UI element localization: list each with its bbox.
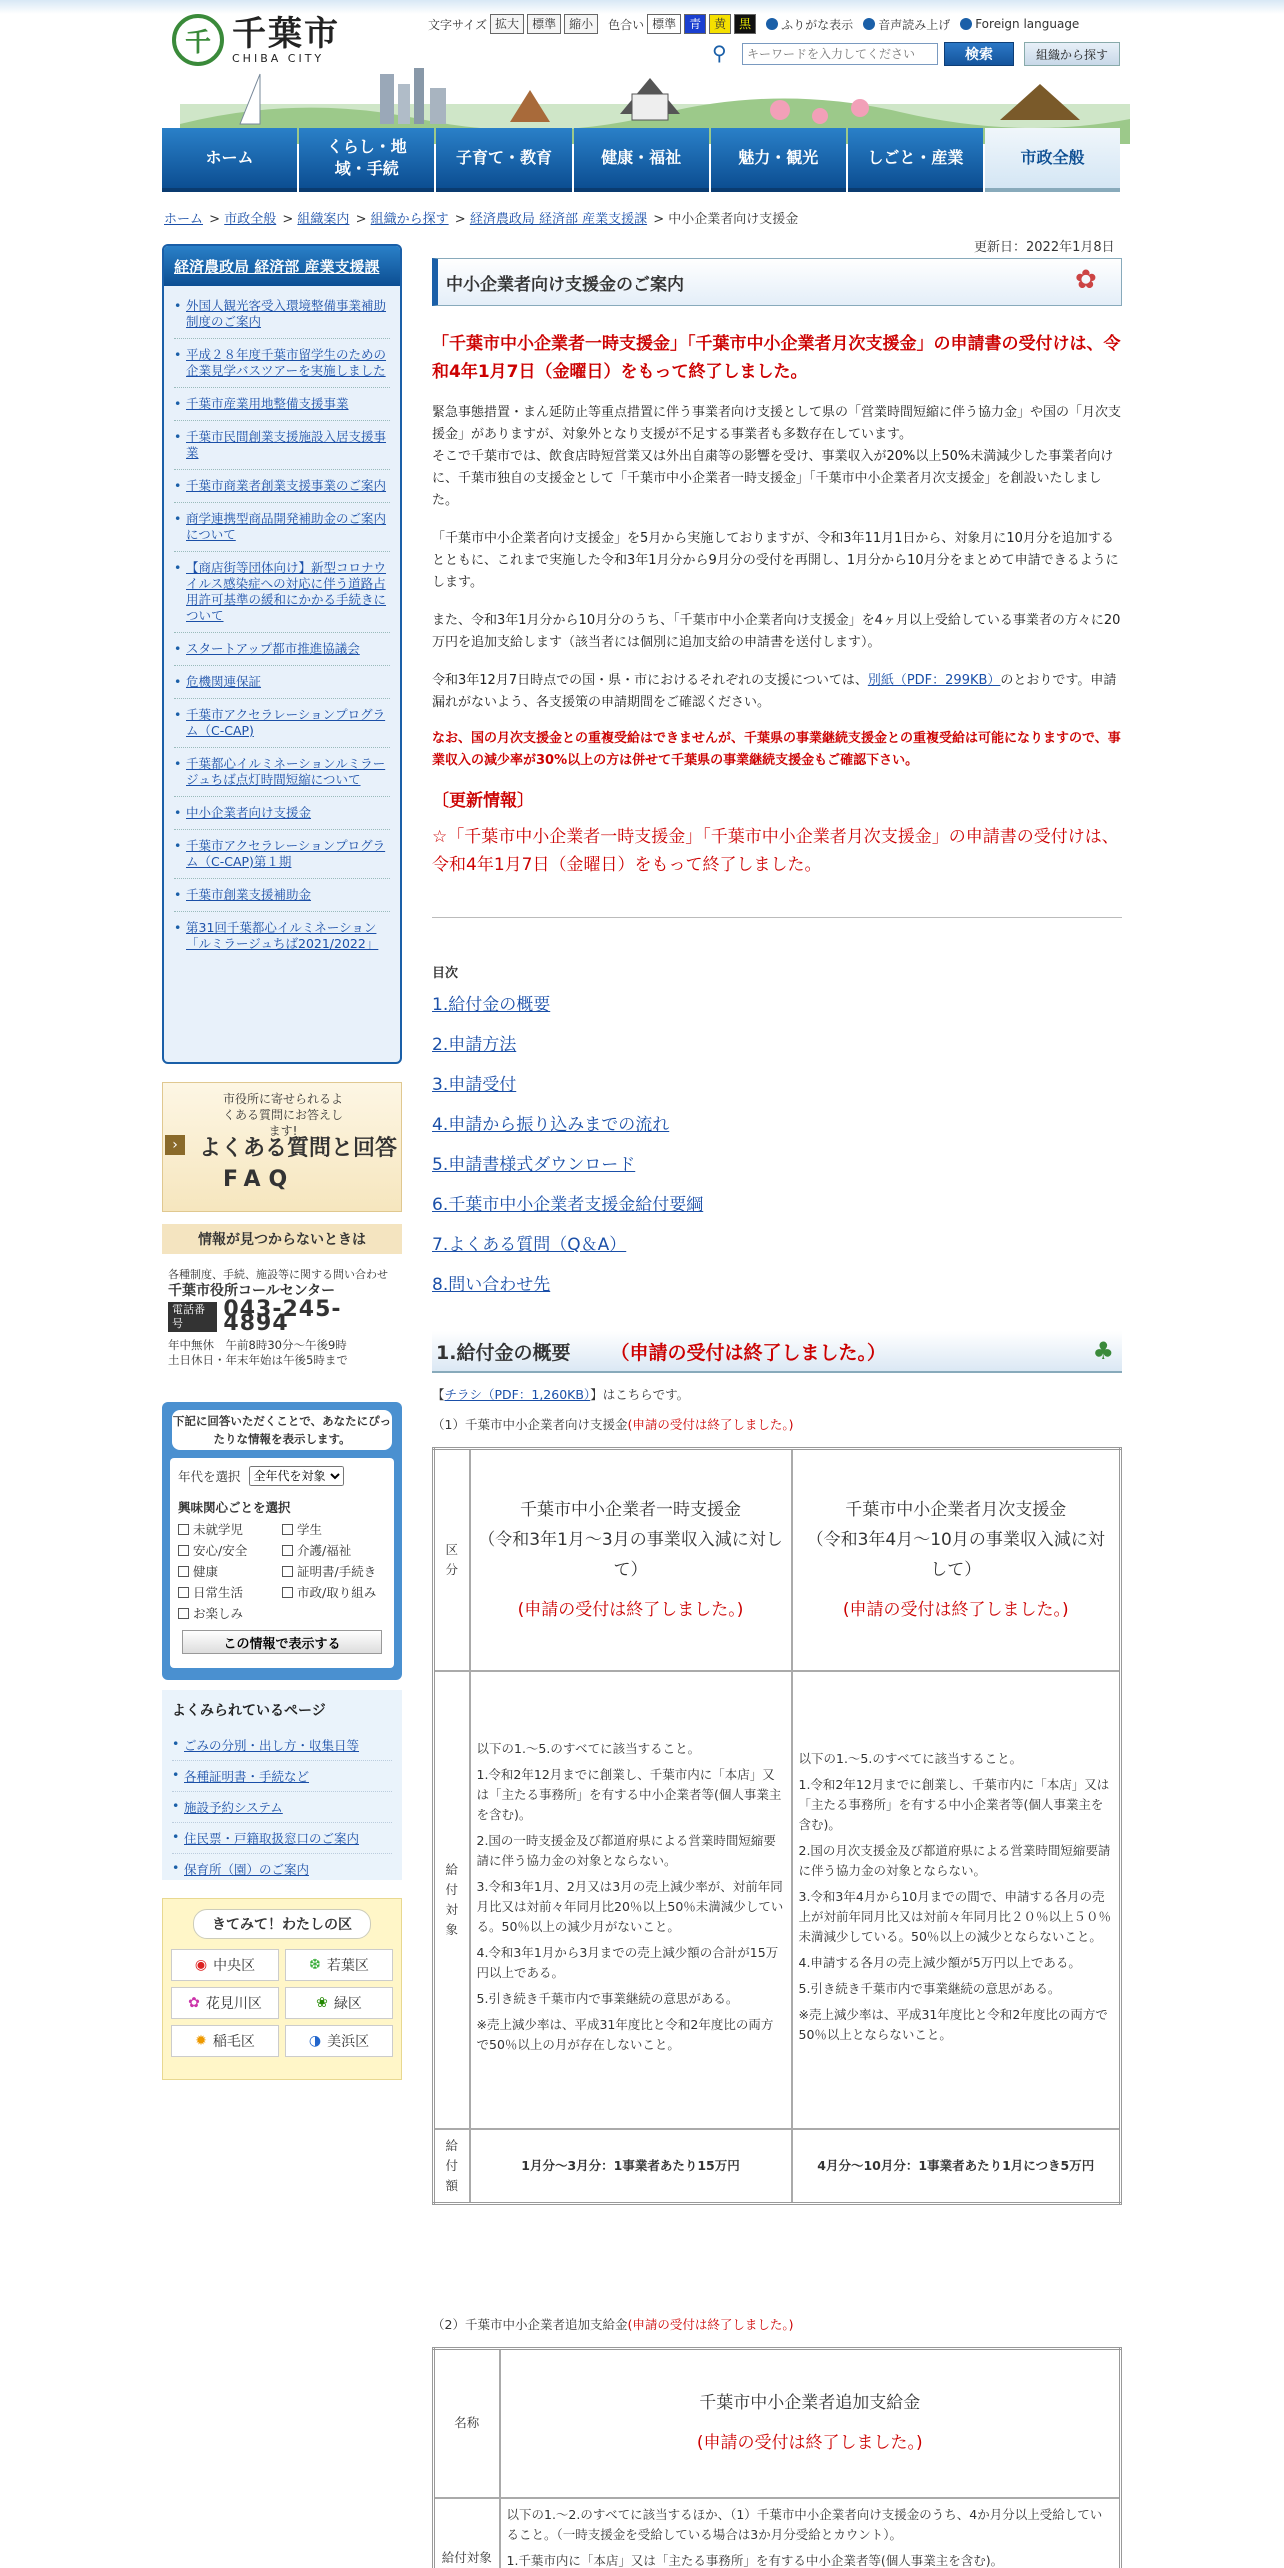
sidebar-section-nav	[162, 244, 402, 1064]
city-logo[interactable]	[172, 14, 340, 66]
ward-chuo[interactable]: ◉ 中央区	[171, 1949, 279, 1981]
col-subtitle: （令和3年1月～3月の事業収入減に対して）	[478, 1529, 783, 1580]
read-aloud-link[interactable]: 音声読み上げ	[863, 16, 950, 33]
divider	[432, 917, 1122, 918]
sidebar-item[interactable]: • 千葉市創業支援補助金	[174, 879, 390, 912]
font-standard-button[interactable]: 標準	[527, 14, 561, 34]
color-label: 色合い	[608, 17, 645, 32]
row-label: 名称	[434, 2348, 500, 2498]
attachment-link[interactable]: 別紙（PDF：299KB）	[867, 673, 1001, 688]
chevron-right-icon: ›	[165, 1135, 185, 1155]
intro-paragraph: 緊急事態措置・まん延防止等重点措置に伴う事業者向け支援として県の「営業時間短縮に伴う協力金」や国の「月次支援金」がありますが、対象外となり支援が不足する事業者も多数存在しています。 そこで千葉市では、飲食店時短営業又は外出自粛等の影響を受け、事業収入が20%以上50%未満減少した事業者向けに、千葉市独自の支援金として「千葉市中小企業者一時支援金」「千葉市中小企業者月次支援金」を創設いたしました。	[432, 405, 1122, 508]
sidebar-item[interactable]: • 千葉市アクセラレーションプログラム（C-CAP)	[174, 699, 390, 748]
color-standard-button[interactable]: 標準	[647, 14, 681, 34]
phone-number: 043-245-4894	[223, 1297, 342, 1336]
amount-col1: 1月分～3月分：1事業者あたり15万円	[470, 2129, 792, 2204]
arrow-circle-icon	[766, 18, 778, 30]
ward-hanamigawa[interactable]: ✿ 花見川区	[171, 1987, 279, 2019]
popular-pages	[162, 1690, 402, 1880]
toc-link[interactable]: 6.千葉市中小企業者支援金給付要綱	[432, 1195, 704, 1215]
subsection-2: （2）千葉市中小企業者追加支給金(申請の受付は終了しました。)	[432, 2316, 794, 2332]
font-size-label: 文字サイズ	[428, 17, 488, 32]
arrow-circle-icon	[960, 18, 972, 30]
breadcrumb-link[interactable]: ホーム	[164, 212, 204, 227]
interest-checkbox[interactable]: 学生	[282, 1520, 386, 1538]
row-label: 区分	[434, 1449, 470, 1671]
sidebar-title[interactable]: 経済農政局 経済部 産業支援課	[164, 246, 400, 286]
font-enlarge-button[interactable]: 拡大	[490, 14, 524, 34]
interest-checkbox[interactable]: 未就学児	[178, 1520, 282, 1538]
paragraph-3: また、令和3年1月分から10月分のうち、「千葉市中小企業者向け支援金」を4ヶ月以上受給している事業者の方々に20万円を追加支給します（該当者には個別に追加支給の申請書を送付します）。	[432, 613, 1121, 650]
toc-link[interactable]: 7.よくある質問（Q＆A）	[432, 1235, 627, 1255]
page-title: 中小企業者向け支援金のご案内 ✿	[432, 258, 1122, 306]
global-nav	[162, 128, 1122, 192]
interest-checkbox[interactable]: お楽しみ	[178, 1604, 282, 1622]
lotus-icon: ✿	[1075, 265, 1097, 295]
eligibility: 以下の1.～2.のすべてに該当するほか、（1）千葉市中小企業者向け支援金のうち、4か月分以上受給していること。（一時支援金を受給している場合は3か月分受給とカウント）。 1.千葉市内に「本店」又は「主たる事務所」を有する中小企業者等(個人事業主を含む)。	[500, 2498, 1121, 2568]
nav-home[interactable]: ホーム	[162, 128, 297, 192]
sidebar-item[interactable]: • 千葉市アクセラレーションプログラム（C-CAP)第１期	[174, 830, 390, 879]
support-table	[432, 1447, 1122, 2205]
popular-item[interactable]: • 各種証明書・手続など	[172, 1761, 392, 1792]
updated-date: 更新日：2022年1月8日	[974, 240, 1115, 255]
ward-mark-icon: ❀	[316, 1995, 328, 2011]
search-icon: ⚲	[712, 41, 727, 65]
sidebar-item[interactable]: • 平成２８年度千葉市留学生のための企業見学バスツアーを実施しました	[174, 339, 390, 388]
nav-childcare[interactable]: 子育て・教育	[436, 128, 571, 192]
sidebar-item[interactable]: • 千葉市民間創業支援施設入居支援事業	[174, 421, 390, 470]
accessibility-tools	[428, 14, 1079, 34]
faq-title: よくある質問と回答	[199, 1136, 398, 1161]
flyer-note: 【チラシ（PDF：1,260KB）】はこちらです。	[432, 1387, 690, 1402]
toc-link[interactable]: 5.申請書様式ダウンロード	[432, 1155, 636, 1175]
row-label: 給付対象	[434, 1671, 470, 2129]
nav-tourism[interactable]: 魅力・観光	[711, 128, 846, 192]
interest-label: 興味関心ごとを選択	[178, 1500, 291, 1515]
popular-item[interactable]: • 住民票・戸籍取扱窓口のご案内	[172, 1823, 392, 1854]
interest-checkbox[interactable]: 日常生活	[178, 1583, 282, 1601]
ward-mark-icon: ✿	[188, 1995, 200, 2011]
not-found-heading: 情報が見つからないときは	[162, 1224, 402, 1254]
faq-banner[interactable]	[162, 1082, 402, 1212]
call-hours: 年中無休 午前8時30分～午後9時	[168, 1338, 347, 1352]
col-title: 千葉市中小企業者追加支給金	[699, 2393, 921, 2414]
popular-title: よくみられているページ	[172, 1703, 326, 1719]
logo-text: 千葉市	[232, 13, 340, 54]
breadcrumb-link[interactable]: 市政全般	[224, 212, 277, 227]
search-input[interactable]	[742, 43, 938, 65]
nav-city-government[interactable]: 市政全般	[985, 128, 1120, 192]
org-search-button[interactable]: 組織から探す	[1024, 42, 1120, 66]
font-shrink-button[interactable]: 縮小	[564, 14, 598, 34]
row-label: 給付額	[434, 2129, 470, 2204]
popular-item[interactable]: • 施設予約システム	[172, 1792, 392, 1823]
search-button[interactable]: 検索	[944, 42, 1014, 66]
section-heading: 1.給付金の概要 （申請の受付は終了しました。） ♣	[432, 1331, 1122, 1373]
col-subtitle: （令和3年4月～10月の事業収入減に対して）	[806, 1529, 1105, 1580]
faq-caption: 市役所に寄せられるよくある質問にお答えします!	[223, 1092, 344, 1138]
logo-text-en: CHIBA CITY	[232, 51, 325, 65]
subsection-1: （1）千葉市中小企業者向け支援金(申請の受付は終了しました。)	[432, 1417, 794, 1432]
additional-table	[432, 2347, 1122, 2568]
closed-notice: (申請の受付は終了しました。)	[842, 1599, 1069, 1620]
age-select[interactable]	[249, 1466, 344, 1486]
breadcrumb-link[interactable]: 組織案内	[297, 212, 350, 227]
interest-checkbox[interactable]: 安心/安全	[178, 1541, 282, 1559]
ward-mark-icon: ◑	[308, 2033, 322, 2049]
sidebar-item[interactable]: • 千葉市商業者創業支援事業のご案内	[174, 470, 390, 503]
toc-link[interactable]: 4.申請から振り込みまでの流れ	[432, 1115, 670, 1135]
call-center-banner[interactable]	[162, 1262, 402, 1386]
ward-inage[interactable]: ✹ 稲毛区	[171, 2025, 279, 2057]
sidebar-list	[164, 286, 400, 964]
breadcrumb-link[interactable]: 経済農政局 経済部 産業支援課	[469, 212, 648, 227]
foreign-language-link[interactable]: Foreign language	[960, 17, 1079, 31]
ward-mihama[interactable]: ◑ 美浜区	[285, 2025, 393, 2057]
interest-checkbox[interactable]: 証明書/手続き	[282, 1562, 386, 1580]
wards-panel	[162, 1898, 402, 2080]
sidebar-item[interactable]: • 危機関連保証	[174, 666, 390, 699]
eligibility-col1: 以下の1.～5.のすべてに該当すること。 1.令和2年12月までに創業し、千葉市内に「本店」又は「主たる事務所」を有する中小企業者等(個人事業主を含む)。 2.国の一時支援金及び都道府県による営業時間短縮要請に伴う協力金の対象とならない。 3.令和3年1月、2月又は3月の売上減少率が、対前年同月比又は対前々年同月比20％以上50％未満減少している。50％以上の減少月がないこと。 4.令和3年1月から3月までの売上減少額の合計が15万円以上である。 5.引き続き千葉市内で事業継続の意思がある。 ※売上減少率は、平成31年度比と令和2年度比の両方で50％以上の月が存在しないこと。	[470, 1671, 792, 2129]
wards-title: きてみて！わたしの区	[193, 1909, 371, 1939]
personalize-panel	[162, 1402, 402, 1680]
furigana-link[interactable]: ふりがな表示	[766, 16, 853, 33]
ward-wakaba[interactable]: ❆ 若葉区	[285, 1949, 393, 1981]
arrow-circle-icon	[863, 18, 875, 30]
toc-link[interactable]: 1.給付金の概要	[432, 995, 551, 1015]
ward-midori[interactable]: ❀ 緑区	[285, 1987, 393, 2019]
red-notice: なお、国の月次支援金との重複受給はできませんが、千葉県の事業継続支援金との重複受給は可能になりますので、事業収入の減少率が30%以上の方は併せて千葉県の事業継続支援金もご確認下さい。	[432, 731, 1121, 768]
eligibility-col2: 以下の1.～5.のすべてに該当すること。 1.令和2年12月までに創業し、千葉市内に「本店」又は「主たる事務所」を有する中小企業者等(個人事業主を含む)。 2.国の月次支援金及び都道府県による営業時間短縮要請に伴う協力金の対象とならない。 3.令和3年4月から10月までの間で、申請する各月の売上が対前年同月比又は対前々年同月比２０％以上５０％未満減少している。50％以上の減少とならないこと。 4.申請する各月の売上減少額が5万円以上である。 5.引き続き千葉市内で事業継続の意思がある。 ※売上減少率は、平成31年度比と令和2年度比の両方で50％以上とならないこと。	[792, 1671, 1121, 2129]
flyer-link[interactable]: チラシ（PDF：1,260KB）	[444, 1387, 591, 1402]
phone-badge: 電話番号	[168, 1302, 217, 1332]
show-info-button[interactable]: この情報で表示する	[182, 1630, 382, 1654]
sidebar-item[interactable]: • 中小企業者向け支援金	[174, 797, 390, 830]
interest-checkbox[interactable]: 健康	[178, 1562, 282, 1580]
sidebar-item[interactable]: • 商学連携型商品開発補助金のご案内について	[174, 503, 390, 552]
color-yellow-button[interactable]: 黄	[709, 14, 731, 34]
sidebar-item[interactable]: • 【商店街等団体向け】新型コロナウイルス感染症への対応に伴う道路占用許可基準の緩和にかかる手続きについて	[174, 552, 390, 633]
closed-notice: (申請の受付は終了しました。)	[696, 2433, 923, 2454]
update-heading: 〔更新情報〕	[432, 791, 534, 811]
ward-mark-icon: ◉	[194, 1957, 208, 1973]
row-label: 給付対象	[434, 2498, 500, 2568]
color-black-button[interactable]: 黒	[734, 14, 756, 34]
popular-item[interactable]: • 保育所（園）のご案内	[172, 1854, 392, 1884]
sidebar-item[interactable]: • 千葉市産業用地整備支援事業	[174, 388, 390, 421]
headline-notice: 「千葉市中小企業者一時支援金」「千葉市中小企業者月次支援金」の申請書の受付けは、令和4年1月7日（金曜日）をもって終了しました。	[432, 334, 1121, 382]
call-hours-weekend: 土日休日・年末年始は午後5時まで	[168, 1353, 348, 1367]
search-area	[712, 42, 1120, 66]
age-label: 年代を選択	[178, 1469, 241, 1484]
personalize-head: 下記に回答いただくことで、あなたにぴったりな情報を表示します。	[172, 1410, 392, 1450]
sidebar-item[interactable]: • スタートアップ都市推進協議会	[174, 633, 390, 666]
ward-mark-icon: ✹	[195, 2033, 207, 2049]
toc-link[interactable]: 8.問い合わせ先	[432, 1275, 551, 1295]
main-content	[432, 258, 1122, 2568]
nav-business[interactable]: しごと・産業	[848, 128, 983, 192]
tree-icon: ♣	[1092, 1337, 1114, 1365]
sidebar-item[interactable]: • 第31回千葉都心イルミネーション「ルミラージュちば2021/2022」	[174, 912, 390, 960]
popular-item[interactable]: • ごみの分別・出し方・収集日等	[172, 1730, 392, 1761]
nav-health[interactable]: 健康・福祉	[574, 128, 709, 192]
toc-link[interactable]: 2.申請方法	[432, 1035, 517, 1055]
breadcrumb-current: 中小企業者向け支援金	[668, 212, 799, 227]
paragraph-4: 令和3年12月7日時点での国・県・市におけるそれぞれの支援については、別紙（PDF：299KB）のとおりです。申請漏れがないよう、各支援策の申請期間をご確認ください。	[432, 673, 1117, 710]
interest-checkbox[interactable]: 市政/取り組み	[282, 1583, 386, 1601]
col-title: 千葉市中小企業者一時支援金	[520, 1499, 741, 1520]
toc-heading: 目次	[432, 966, 459, 981]
city-emblem-icon: 千	[172, 14, 224, 66]
top-band	[0, 0, 1284, 14]
paragraph-2: 「千葉市中小企業者向け支援金」を5月から実施しておりますが、令和3年11月1日から、対象月に10月分を追加するとともに、これまで実施した令和3年1月分から9月分の受付を再開し、1月分から10月分をまとめて申請できるようにします。	[432, 531, 1119, 590]
update-text: ☆「千葉市中小企業者一時支援金」「千葉市中小企業者月次支援金」の申請書の受付けは、令和4年1月7日（金曜日）をもって終了しました。	[432, 827, 1119, 875]
breadcrumb: ホーム > 市政全般 > 組織案内 > 組織から探す > 経済農政局 経済部 産業支援課 > 中小企業者向け支援金	[164, 212, 799, 227]
col-title: 千葉市中小企業者月次支援金	[845, 1499, 1067, 1520]
toc-link[interactable]: 3.申請受付	[432, 1075, 517, 1095]
closed-notice: (申請の受付は終了しました。)	[517, 1599, 744, 1620]
amount-col2: 4月分～10月分：1事業者あたり1月につき5万円	[792, 2129, 1121, 2204]
color-blue-button[interactable]: 青	[684, 14, 706, 34]
faq-letters: FAQ	[223, 1167, 296, 1192]
interest-checkbox[interactable]: 介護/福祉	[282, 1541, 386, 1559]
table-of-contents	[432, 985, 1122, 1305]
sidebar-item[interactable]: • 外国人観光客受入環境整備事業補助制度のご案内	[174, 290, 390, 339]
nav-living[interactable]: くらし・地域・手続	[299, 128, 434, 192]
sidebar-item[interactable]: • 千葉都心イルミネーションルミラージュちば点灯時間短縮について	[174, 748, 390, 797]
ward-mark-icon: ❆	[309, 1957, 321, 1973]
call-center-caption: 各種制度、手続、施設等に関する問い合わせ	[168, 1268, 388, 1281]
call-center-name: 千葉市役所コールセンター	[168, 1283, 336, 1299]
breadcrumb-link[interactable]: 組織から探す	[370, 212, 449, 227]
